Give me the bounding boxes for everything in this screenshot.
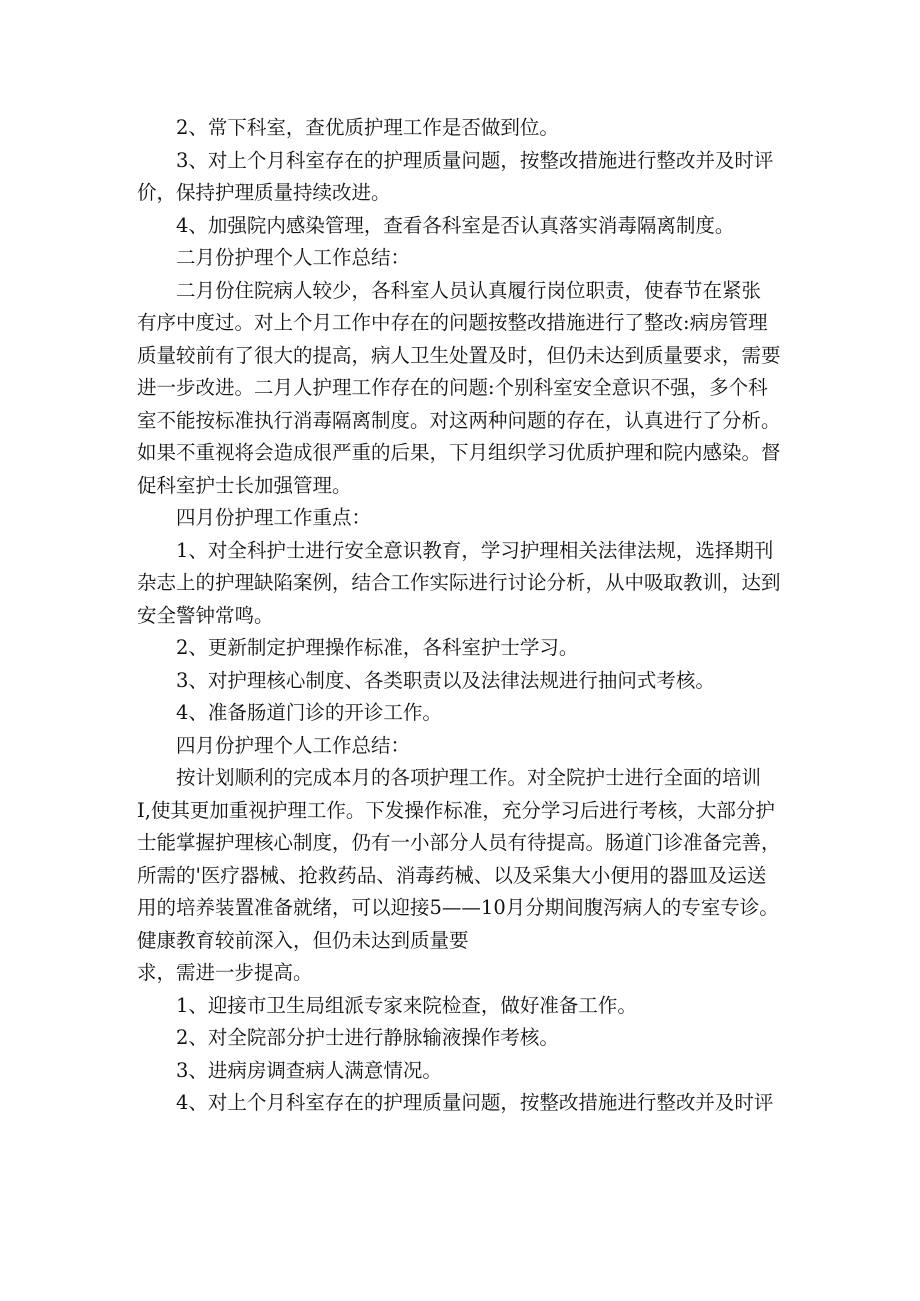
- paragraph: [137, 210, 793, 243]
- text-line: 4、对上个月科室存在的护理质量问题，按整改措施进行整改并及时评: [176, 1091, 774, 1114]
- text-line: 四月份护理个人工作总结：: [176, 733, 411, 757]
- text-line: 二月份护理个人工作总结：: [176, 246, 411, 269]
- text-line: 健康教育较前深入，但仍未达到质量要: [137, 928, 469, 952]
- paragraph: [137, 275, 793, 503]
- document-body: [137, 112, 793, 1120]
- text-line: 求，需进一步提高。: [137, 961, 313, 984]
- text-line: 3、进病房调查病人满意情况。: [176, 1058, 442, 1082]
- text-line: 2、对全院部分护士进行静脉输液操作考核。: [176, 1026, 559, 1049]
- paragraph: [137, 535, 793, 633]
- text-line: 二月份住院病人较少，各科室人员认真履行岗位职责，使春节在紧张: [176, 278, 762, 302]
- paragraph: [137, 762, 793, 957]
- text-line: 如果不重视将会造成很严重的后果，下月组织学习优质护理和院内感染。督: [137, 441, 781, 464]
- paragraph: [137, 502, 793, 535]
- text-line: 质量较前有了很大的提高，病人卫生处置及时，但仍未达到质量要求，需要: [137, 343, 781, 367]
- text-line: 2、常下科室，查优质护理工作是否做到位。: [176, 116, 559, 139]
- text-line: 有序中度过。对上个月工作中存在的问题按整改措施进行了整改:病房管理: [137, 311, 768, 334]
- paragraph: [137, 112, 793, 145]
- paragraph: [137, 145, 793, 210]
- paragraph: [137, 730, 793, 763]
- text-line: 2、更新制定护理操作标准，各科室护士学习。: [176, 636, 579, 659]
- text-line: 进一步改进。二月人护理工作存在的问题:个别科室安全意识不强，多个科: [137, 376, 768, 399]
- text-line: 安全警钟常鸣。: [137, 603, 274, 627]
- paragraph: [137, 1087, 793, 1120]
- text-line: 价，保持护理质量持续改进。: [137, 181, 391, 204]
- paragraph: [137, 697, 793, 730]
- paragraph: [137, 665, 793, 698]
- text-line: 3、对护理核心制度、各类职责以及法律法规进行抽问式考核。: [176, 668, 715, 692]
- text-line: 所需的'医疗器械、抢救药品、消毒药械、以及采集大小便用的器皿及运送: [137, 863, 767, 887]
- text-line: 3、对上个月科室存在的护理质量问题，按整改措施进行整改并及时评: [176, 148, 774, 172]
- text-line: 4、加强院内感染管理，查看各科室是否认真落实消毒隔离制度。: [176, 213, 735, 237]
- text-line: 四月份护理工作重点：: [176, 506, 372, 529]
- text-line: 1、对全科护士进行安全意识教育，学习护理相关法律法规，选择期刊: [176, 538, 774, 562]
- text-line: I,使其更加重视护理工作。下发操作标准，充分学习后进行考核，大部分护: [137, 798, 775, 822]
- paragraph: [137, 1055, 793, 1088]
- text-line: 士能掌握护理核心制度，仍有一小部分人员有待提高。肠道门诊准备完善，: [137, 831, 781, 854]
- text-line: 室不能按标准执行消毒隔离制度。对这两种问题的存在，认真进行了分析。: [137, 408, 781, 432]
- paragraph: [137, 242, 793, 275]
- paragraph: [137, 632, 793, 665]
- paragraph: [137, 990, 793, 1023]
- text-line: 促科室护士长加强管理。: [137, 473, 352, 497]
- paragraph: [137, 1022, 793, 1055]
- text-line: 按计划顺利的完成本月的各项护理工作。对全院护士进行全面的培训: [176, 766, 762, 789]
- text-line: 杂志上的护理缺陷案例，结合工作实际进行讨论分析，从中吸取教训，达到: [137, 571, 781, 594]
- text-line: 4、准备肠道门诊的开诊工作。: [176, 701, 442, 724]
- text-line: 1、迎接市卫生局组派专家来院检查，做好准备工作。: [176, 993, 637, 1017]
- paragraph: [137, 957, 793, 990]
- text-line: 用的培养装置准备就绪，可以迎接5——10月分期间腹泻病人的专室专诊。: [137, 896, 779, 919]
